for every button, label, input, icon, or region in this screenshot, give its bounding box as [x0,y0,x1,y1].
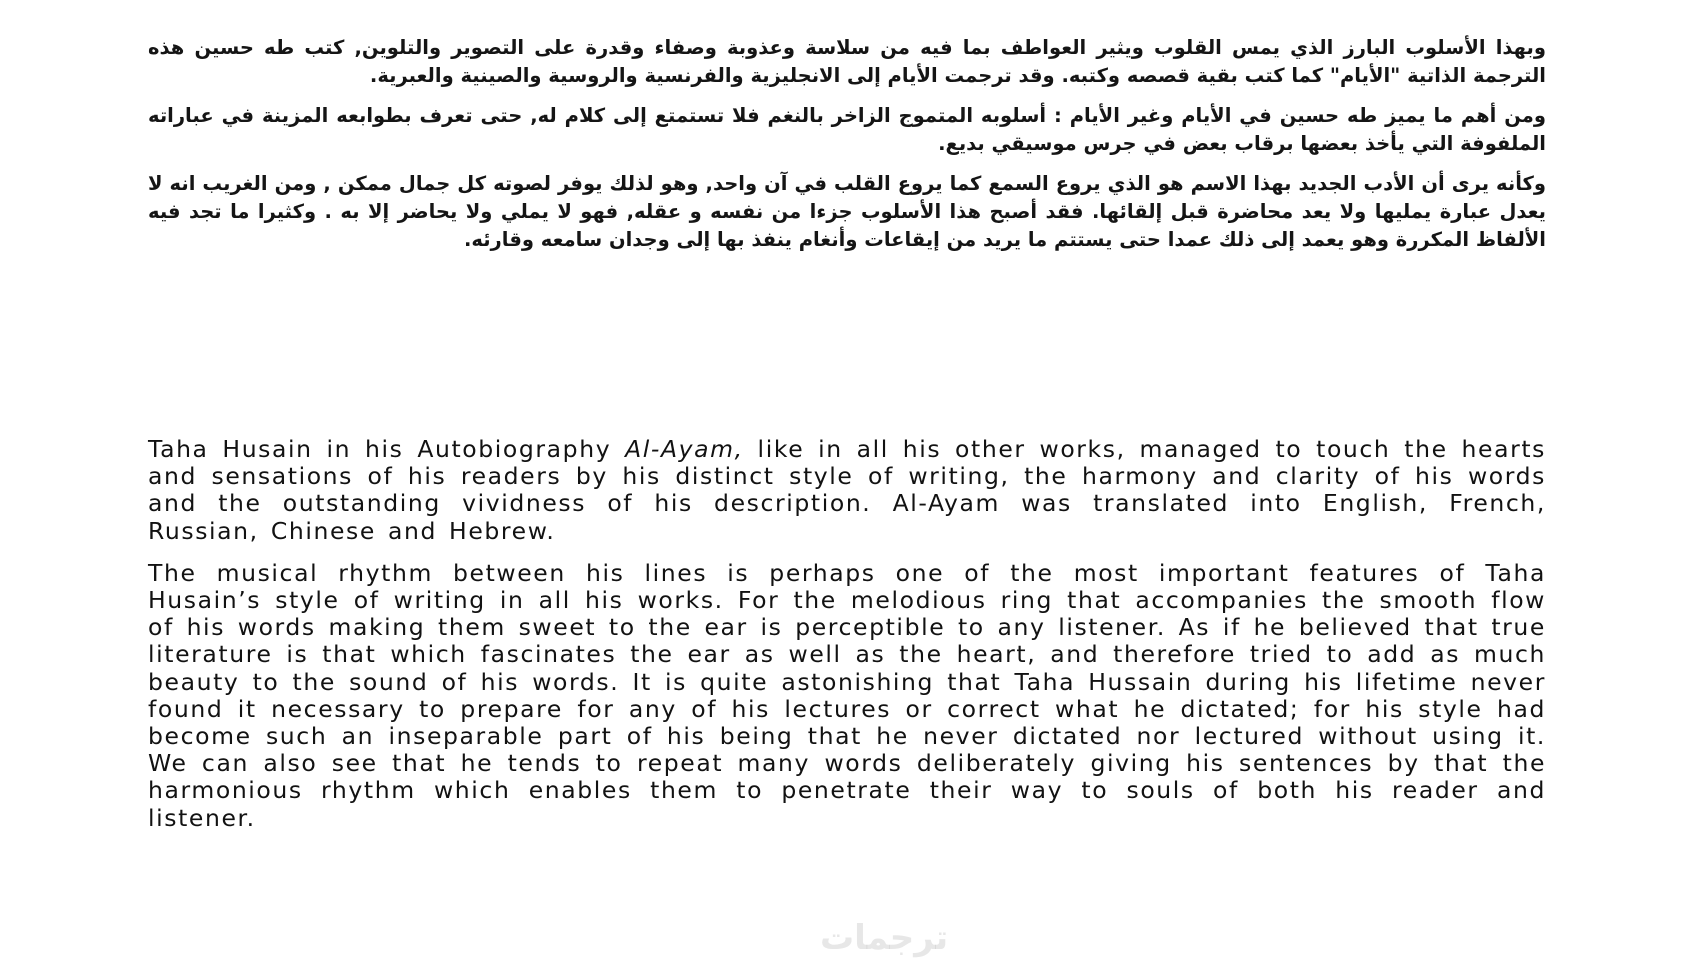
watermark-logo: ترجمات [820,918,949,958]
english-paragraph-2: The musical rhythm between his lines is perhaps one of the most important features of Taha Husain’s style of writing in all his works. For the melodious ring that accompanies the smooth flow of his words making them sweet to the ear is perceptible to any listener. As if he believed that true literature is that which fascinates the ear as well as the heart, and therefore tried to add as much beauty to the sound of his words. It is quite astonishing that Taha Hussain during his lifetime never found it necessary to prepare for any of his lectures or correct what he dictated; for his style had become such an inseparable part of his being that he never dictated nor lectured without using it. We can also see that he tends to repeat many words deliberately giving his sentences by that the harmonious rhythm which enables them to penetrate their way to souls of both his reader and listener. [148,558,1546,832]
english-paragraph-1-intro: Taha Husain in his Autobiography [148,435,626,463]
arabic-paragraph-1: وبهذا الأسلوب البارز الذي يمس القلوب ويثير العواطف بما فيه من سلاسة وعذوبة وصفاء وقدرة على التصوير والتلوين, كتب طه حسين هذه الترجمة الذاتية "الأيام" كما كتب بقية قصصه وكتبه. وقد ترجمت الأيام إلى الانجليزية والفرنسية والروسية والصينية والعبرية. [148,36,1546,87]
arabic-paragraph-3: وكأنه يرى أن الأدب الجديد بهذا الاسم هو الذي يروع السمع كما يروع القلب في آن واحد, وهو لذلك يوفر لصوته كل جمال ممكن , ومن الغريب انه لا يعدل عبارة يمليها ولا يعد محاضرة قبل إلقائها. فقد أصبح هذا الأسلوب جزءا من نفسه و عقله, فهو لا يملي ولا يحاضر إلا به . وكثيرا ما تجد فيه الألفاظ المكررة وهو يعمد إلى ذلك عمدا حتى يستتم ما يريد من إيقاعات وأنغام ينفذ بها إلى وجدان سامعه وقارئه. [148,172,1546,251]
arabic-text-section [148,34,1546,266]
english-paragraph-1-body: like in all his other works, managed to touch the hearts and sensations of his readers by his distinct style of writing, the harmony and clarity of his words and the outstanding vividness of his description. Al-Ayam was translated into English, French, Russian, Chinese and Hebrew. [148,435,1546,545]
english-text-section [148,436,1546,847]
book-title-al-ayam: Al-Ayam, [625,435,744,463]
english-paragraph-1 [148,436,1546,545]
arabic-paragraph-2: ومن أهم ما يميز طه حسين في الأيام وغير الأيام : أسلوبه المتموج الزاخر بالنغم فلا تستمتع إلى كلام له, حتى تعرف بطوابعه المزينة في عباراته الملفوفة التي يأخذ بعضها برقاب بعض في جرس موسيقي بديع. [148,104,1546,155]
